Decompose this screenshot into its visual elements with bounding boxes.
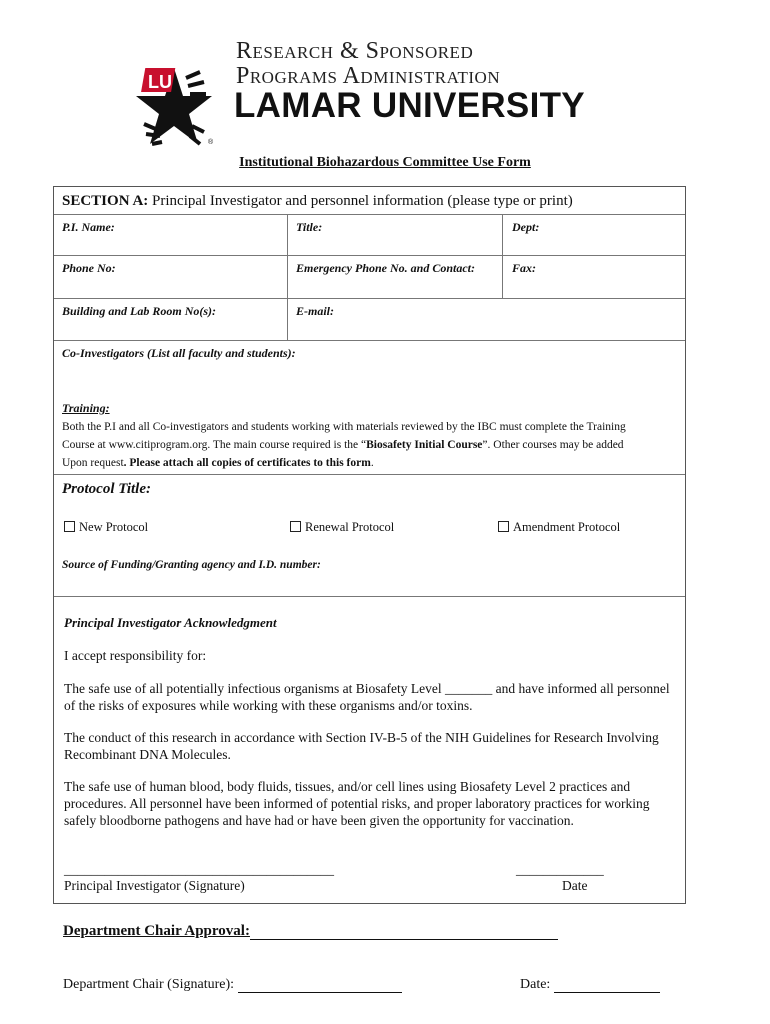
form-table bbox=[53, 186, 686, 904]
form-title: Institutional Biohazardous Committee Use Form bbox=[239, 155, 531, 170]
email-field[interactable]: E-mail: bbox=[296, 304, 334, 318]
section-a-heading: SECTION A: Principal Investigator and personnel information (please type or print) bbox=[62, 193, 573, 209]
dept-chair-date-line[interactable] bbox=[554, 992, 660, 993]
ack-intro: I accept responsibility for: bbox=[64, 648, 207, 663]
funding-source-field[interactable]: Source of Funding/Granting agency and I.D. number: bbox=[62, 559, 321, 571]
co-investigators-field[interactable]: Co-Investigators (List all faculty and students): bbox=[62, 346, 296, 360]
pi-signature-line[interactable]: ________________________________________ bbox=[64, 862, 334, 877]
ack-paragraph-2: The conduct of this research in accordance with Section IV-B-5 of the NIH Guidelines for Research Involving Recombinant DNA Molecules. bbox=[64, 730, 659, 762]
dept-field[interactable]: Dept: bbox=[512, 220, 540, 234]
checkbox-icon[interactable] bbox=[64, 521, 75, 532]
dept-chair-signature[interactable]: Department Chair (Signature): bbox=[63, 977, 402, 993]
protocol-title-field[interactable]: Protocol Title: bbox=[62, 481, 152, 497]
checkbox-icon[interactable] bbox=[498, 521, 509, 532]
pi-name-field[interactable]: P.I. Name: bbox=[62, 220, 115, 234]
pi-signature-label: Principal Investigator (Signature) bbox=[64, 878, 245, 893]
amendment-protocol-checkbox[interactable]: Amendment Protocol bbox=[498, 520, 620, 535]
university-name: LAMAR UNIVERSITY bbox=[234, 86, 585, 125]
lamar-star-logo bbox=[134, 64, 214, 156]
ack-paragraph-3: The safe use of human blood, body fluids, tissues, and/or cell lines using Biosafety Level 2 practices and procedures. All personnel have been informed of potential risks, and proper laboratory practices for working safely bloodborne pathogens and have had or have been given the opportunity for vaccination. bbox=[64, 779, 650, 828]
pi-date-line[interactable]: _____________ bbox=[516, 862, 604, 877]
pi-acknowledgment-title: Principal Investigator Acknowledgment bbox=[64, 615, 277, 630]
fax-field[interactable]: Fax: bbox=[512, 261, 536, 275]
header-line-1: Research & Sponsored bbox=[236, 38, 474, 64]
ack-paragraph-1: The safe use of all potentially infectious organisms at Biosafety Level _______ and have informed all personnel of the risks of exposures while working with these organisms and/or toxins. bbox=[64, 681, 670, 713]
checkbox-icon[interactable] bbox=[290, 521, 301, 532]
renewal-protocol-checkbox[interactable]: Renewal Protocol bbox=[290, 520, 394, 535]
training-label: Training: bbox=[62, 401, 110, 415]
phone-field[interactable]: Phone No: bbox=[62, 261, 116, 275]
dept-chair-signature-line[interactable] bbox=[238, 992, 402, 993]
logo-letters: LU bbox=[148, 72, 172, 92]
pi-date-label: Date bbox=[562, 878, 588, 893]
dept-chair-approval-title: Department Chair Approval: bbox=[63, 923, 558, 940]
title-field[interactable]: Title: bbox=[296, 220, 323, 234]
emergency-phone-field[interactable]: Emergency Phone No. and Contact: bbox=[296, 261, 475, 275]
training-text: Both the P.I and all Co-investigators and students working with materials reviewed by the IBC must complete the Training Course at www.citiprogram.org. The main course required is the “Biosafety Initial Course”. Other courses may be added Upon request. Please attach all copies of certificates to this form. bbox=[62, 421, 626, 469]
registered-mark: ® bbox=[208, 139, 214, 146]
dept-chair-date[interactable]: Date: bbox=[520, 977, 660, 993]
building-room-field[interactable]: Building and Lab Room No(s): bbox=[62, 304, 217, 318]
header-line-2: Programs Administration bbox=[236, 63, 501, 89]
new-protocol-checkbox[interactable]: New Protocol bbox=[64, 520, 148, 535]
